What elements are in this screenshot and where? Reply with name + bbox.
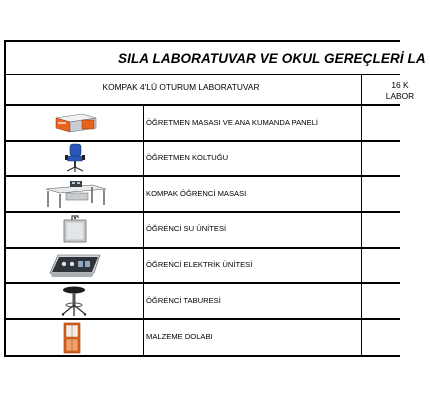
item-label-teacher-desk: ÖĞRETMEN MASASI VE ANA KUMANDA PANELİ [146, 118, 319, 127]
row-divider [4, 282, 400, 284]
water-unit-icon [62, 214, 88, 244]
item-label-teacher-chair: ÖĞRETMEN KOLTUĞU [146, 153, 229, 162]
title-row-bottom [4, 74, 400, 75]
row-divider [4, 247, 400, 249]
header-row-bottom [4, 104, 400, 106]
cabinet-icon [63, 322, 81, 354]
teacher-desk-icon [52, 110, 98, 136]
office-chair-icon [64, 143, 86, 173]
stool-icon [60, 285, 88, 317]
item-label-student-table: KOMPAK ÖĞRENCİ MASASI [146, 189, 247, 198]
item-label-cabinet: MALZEME DOLABI [146, 332, 213, 341]
document-title: SILA LABORATUVAR VE OKUL GEREÇLERİ LA [118, 51, 426, 66]
table-border-top [4, 40, 400, 42]
divider-header-right [361, 74, 362, 357]
table-border-bottom [4, 355, 400, 357]
student-lab-table-icon [44, 181, 108, 209]
column-header-right-line1: 16 K [391, 80, 409, 90]
row-divider [4, 175, 400, 177]
row-divider [4, 211, 400, 213]
electric-unit-icon [48, 251, 102, 279]
item-label-stool: ÖĞRENCİ TABURESİ [146, 296, 221, 305]
row-divider [4, 318, 400, 320]
item-label-electric-unit: ÖĞRENCİ ELEKTRİK ÜNİTESİ [146, 260, 253, 269]
column-header-left: KOMPAK 4'LÜ OTURUM LABORATUVAR [102, 82, 260, 92]
item-label-water-unit: ÖĞRENCİ SU ÜNİTESİ [146, 224, 227, 233]
column-header-right [370, 80, 430, 102]
row-divider [4, 140, 400, 142]
column-header-right-line2: LABOR [385, 91, 415, 101]
